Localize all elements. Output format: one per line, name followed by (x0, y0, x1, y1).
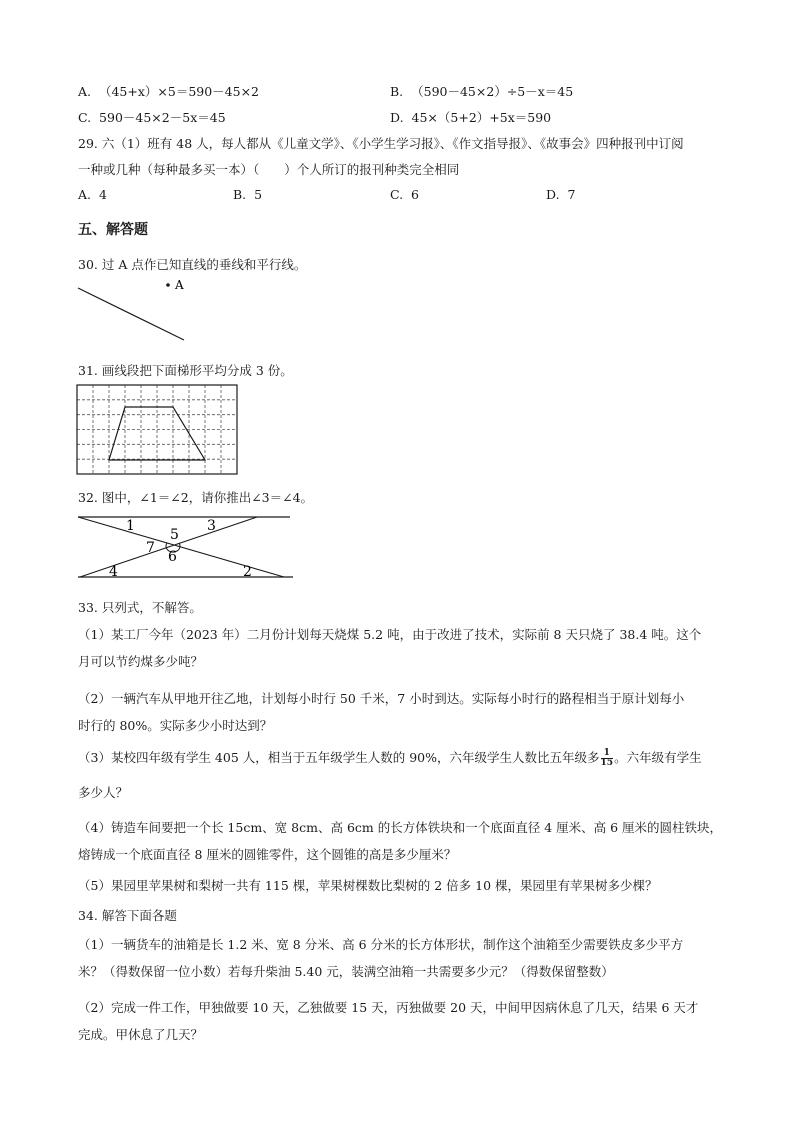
angle-label-3: 3 (207, 518, 216, 534)
angle-label-1: 1 (126, 518, 135, 534)
q31-text: 31. 画线段把下面梯形平均分成 3 份。 (78, 363, 293, 378)
q29-text-line1: 29. 六（1）班有 48 人，每人都从《儿童文学》、《小学生学习报》、《作文指导报》、《故事会》四种报刊中订阅 (78, 136, 684, 151)
q32-text: 32. 图中，∠1＝∠2，请你推出∠3＝∠4。 (78, 490, 314, 505)
q29-text-line2: 一种或几种（每种最多买一本）（ ）个人所订的报刊种类完全相同 (78, 162, 460, 177)
q34-title: 34. 解答下面各题 (78, 908, 177, 923)
section-heading: 五、解答题 (78, 222, 148, 238)
q33-p5-line1: （5）果园里苹果树和梨树一共有 115 棵，苹果树棵数比梨树的 2 倍多 10 棵，果园里有苹果树多少棵？ (78, 878, 658, 893)
q30-text: 30. 过 A 点作已知直线的垂线和平行线。 (78, 257, 307, 272)
given-line (78, 288, 184, 340)
angle-label-4: 4 (109, 564, 118, 580)
q34-p2-line2: 完成。甲休息了几天？ (78, 1027, 204, 1042)
q33-p3-line1: （3）某校四年级有学生 405 人，相当于五年级学生人数的 90%，六年级学生人数比五年级多 $\frac{1}{15}$ 。六年级有学生 (78, 748, 702, 768)
fraction-one-fifteenth: $\frac{1}{15}$ (600, 748, 614, 768)
dashed-grid (77, 385, 237, 474)
q31-grid-figure (76, 384, 242, 478)
point-a-label: A (175, 278, 184, 292)
point-a-dot (166, 283, 170, 287)
q34-p2-line1: （2）完成一件工作，甲独做要 10 天，乙独做要 15 天，丙独做要 20 天，中间甲因病休息了几天，结果 6 天才 (78, 1000, 699, 1015)
q33-p2-line2: 时行的 80%。实际多少小时达到？ (78, 718, 273, 733)
q28-option-c: C. 590－45×2－5x＝45 (78, 110, 226, 125)
angle-label-2: 2 (243, 564, 252, 580)
q33-p1-line1: （1）某工厂今年（2023 年）二月份计划每天烧煤 5.2 吨，由于改进了技术，实际前 8 天只烧了 38.4 吨。这个 (78, 627, 702, 642)
q28-option-a: A. （45+x）×5＝590－45×2 (78, 84, 260, 99)
q30-figure (70, 272, 220, 352)
angle-label-7: 7 (146, 540, 155, 556)
q29-option-c: C. 6 (390, 187, 419, 202)
q34-p1-line2: 米？（得数保留一位小数）若每升柴油 5.40 元，装满空油箱一共需要多少元？（得数保留整数） (78, 964, 614, 979)
q28-option-d: D. 45×（5+2）+5x＝590 (390, 110, 552, 125)
q32-angle-figure (74, 512, 300, 582)
angle-label-6: 6 (168, 549, 177, 565)
q33-p1-line2: 月可以节约煤多少吨？ (78, 654, 204, 669)
q33-p3-line2: 多少人？ (78, 785, 129, 800)
q34-p1-line1: （1）一辆货车的油箱是长 1.2 米、宽 8 分米、高 6 分米的长方体形状，制作这个油箱至少需要铁皮多少平方 (78, 937, 684, 952)
q33-title: 33. 只列式，不解答。 (78, 600, 202, 615)
q33-p4-line1: （4）铸造车间要把一个长 15cm、宽 8cm、高 6cm 的长方体铁块和一个底面直径 4 厘米、高 6 厘米的圆柱铁块， (78, 820, 723, 835)
q28-option-b: B. （590－45×2）÷5－x＝45 (390, 84, 574, 99)
angle-label-5: 5 (170, 527, 179, 543)
q29-option-b: B. 5 (233, 187, 263, 202)
q29-option-a: A. 4 (78, 187, 107, 202)
q33-p2-line1: （2）一辆汽车从甲地开往乙地，计划每小时行 50 千米，7 小时到达。实际每小时行的路程相当于原计划每小 (78, 691, 685, 706)
q29-option-d: D. 7 (546, 187, 576, 202)
diagonal-2 (80, 517, 257, 577)
q33-p4-line2: 熔铸成一个底面直径 8 厘米的圆锥零件，这个圆锥的高是多少厘米？ (78, 847, 457, 862)
